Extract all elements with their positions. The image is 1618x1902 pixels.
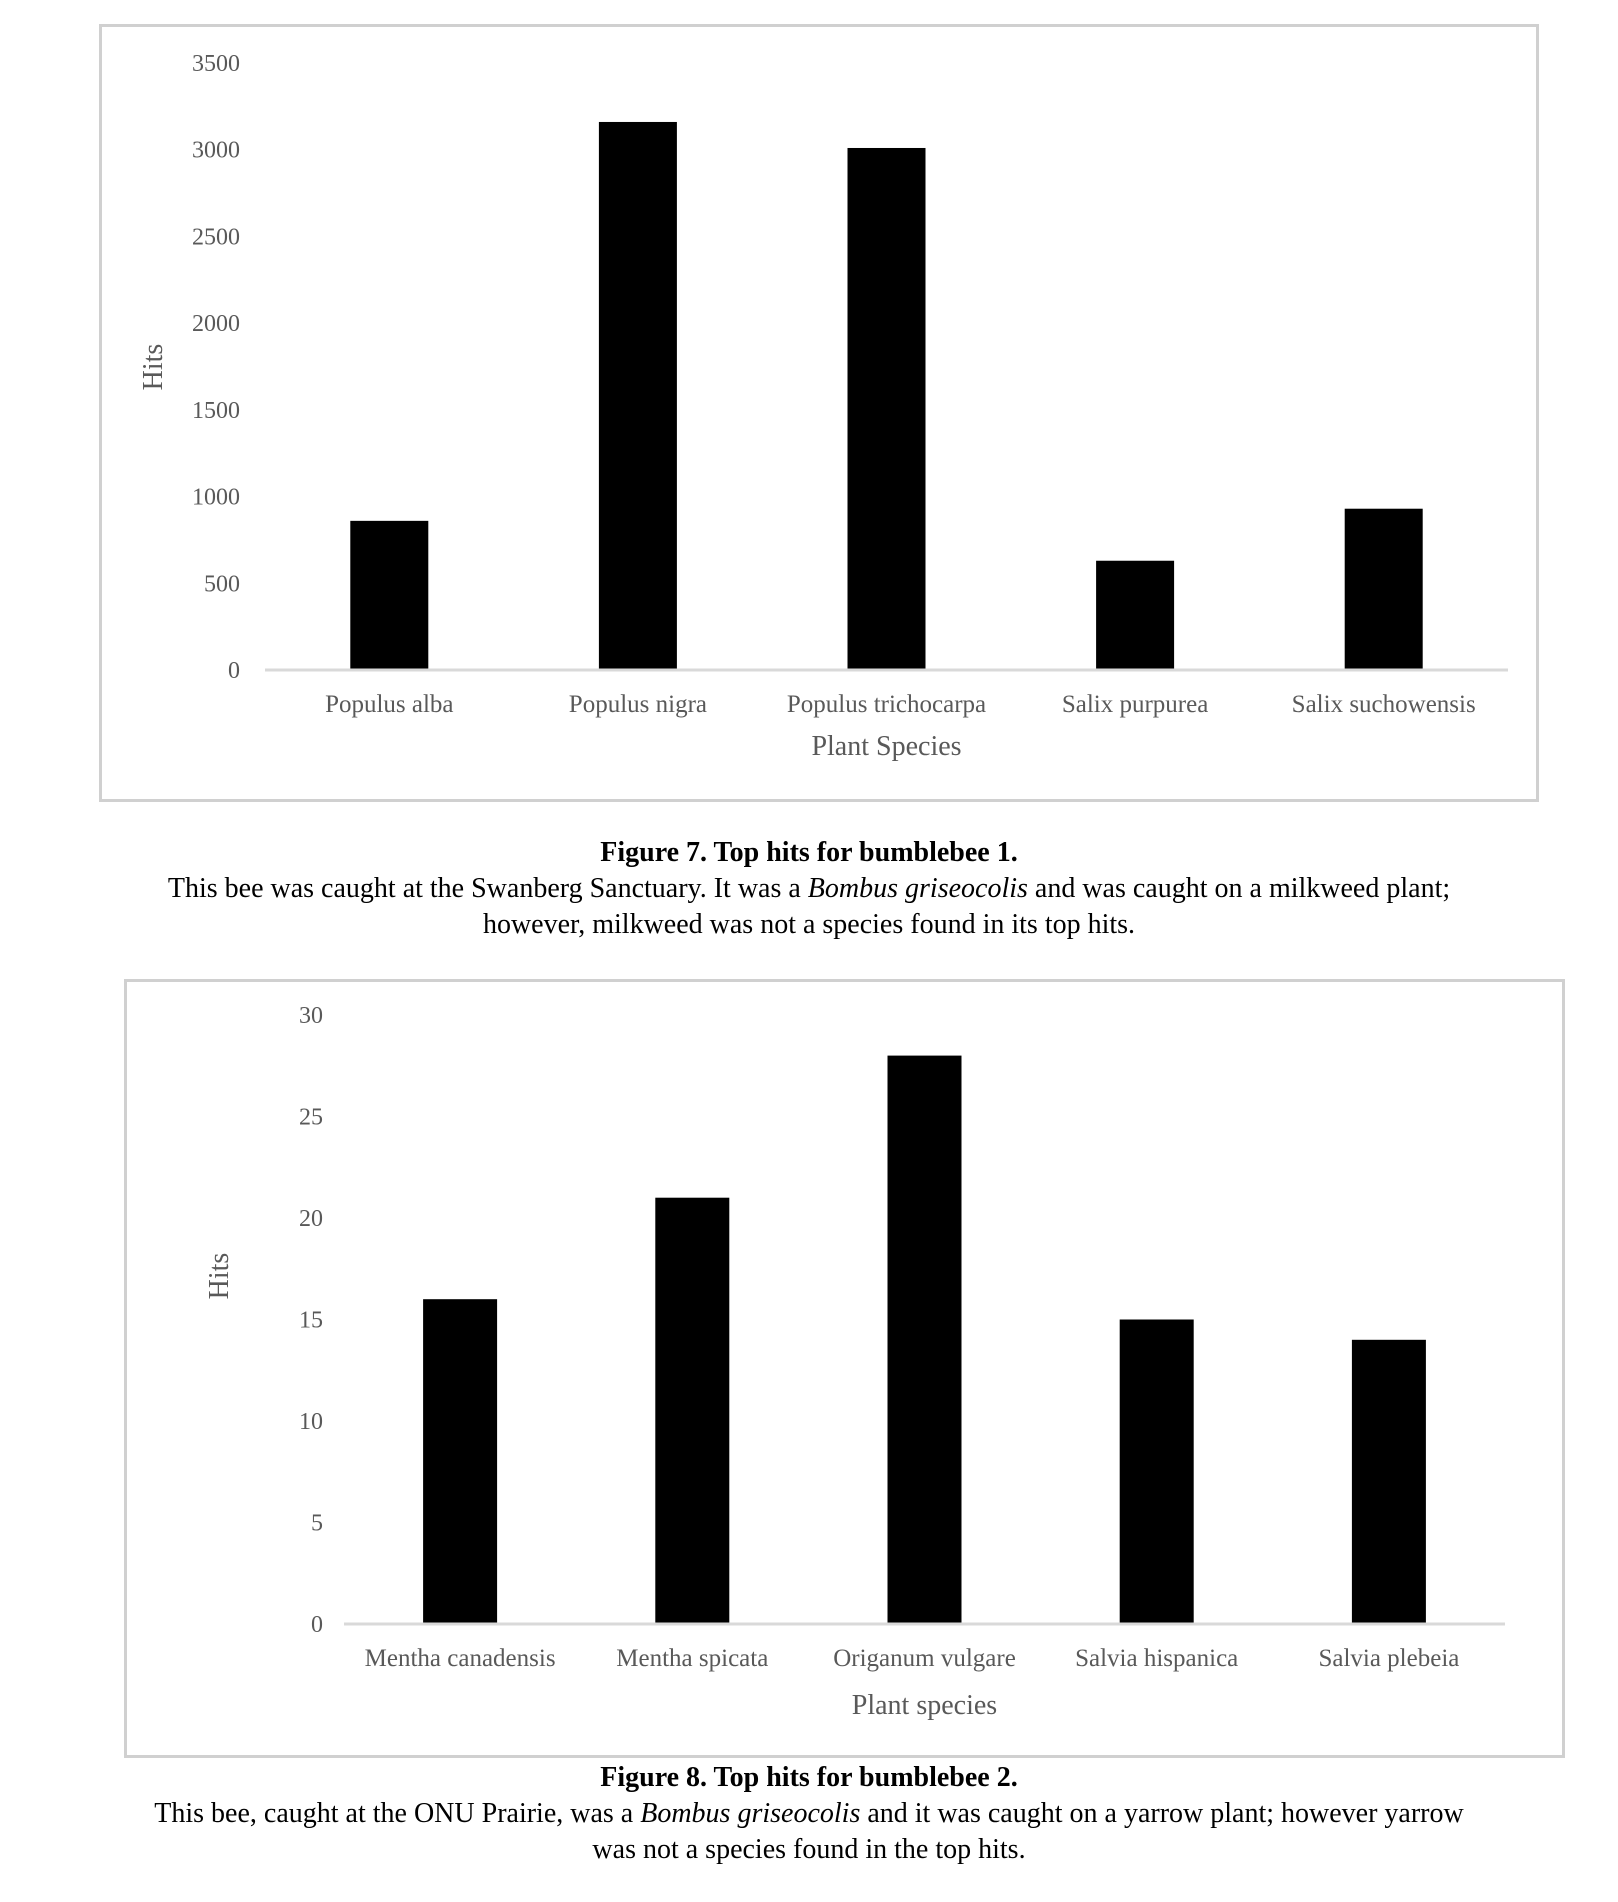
figure-7-title: Figure 7. Top hits for bumblebee 1. xyxy=(600,837,1018,868)
chart-2-bar xyxy=(1120,1320,1194,1625)
figure-7-description-line-1 xyxy=(0,871,1618,907)
chart-1-y-tick-label: 1000 xyxy=(192,484,240,511)
chart-2-bar xyxy=(1352,1340,1426,1624)
figure-8-species: Bombus griseocolis xyxy=(640,1798,861,1829)
chart-2-y-tick-label: 30 xyxy=(299,1003,323,1029)
chart-2-category-label: Salvia hispanica xyxy=(1075,1645,1239,1672)
chart-1-y-tick-label: 500 xyxy=(204,571,240,598)
chart-1-y-tick-label: 2500 xyxy=(192,224,240,251)
chart-1-category-label: Populus alba xyxy=(325,691,454,718)
chart-1-category-label: Populus nigra xyxy=(568,691,708,718)
chart-2-y-tick-label: 10 xyxy=(299,1409,323,1435)
figure-8-text-pre: This bee, caught at the ONU Prairie, was a xyxy=(154,1798,641,1829)
chart-2-category-label: Mentha canadensis xyxy=(364,1645,556,1672)
chart-1-y-tick-label: 3000 xyxy=(192,137,240,164)
chart-2-category-label: Salvia plebeia xyxy=(1318,1645,1460,1672)
chart-1-x-axis-title: Plant Species xyxy=(811,731,962,762)
chart-2-category-label: Mentha spicata xyxy=(616,1645,769,1672)
figure-7-text-pre: This bee was caught at the Swanberg Sanctuary. It was a xyxy=(167,873,808,904)
figure-8-description-line-2: was not a species found in the top hits. xyxy=(592,1834,1026,1865)
chart-2-y-tick-label: 20 xyxy=(299,1206,323,1232)
chart-2-frame xyxy=(124,979,1565,1758)
chart-1-category-label: Populus trichocarpa xyxy=(786,691,987,718)
chart-1-bar xyxy=(350,521,428,670)
figure-7-description-line-2: however, milkweed was not a species found in its top hits. xyxy=(482,909,1136,940)
chart-1-y-axis-title: Hits xyxy=(138,343,169,391)
chart-1-bar xyxy=(848,148,926,670)
chart-2-category-label: Origanum vulgare xyxy=(833,1645,1016,1672)
chart-1-frame xyxy=(99,24,1539,802)
chart-2-bar xyxy=(888,1056,962,1624)
figure-8-description-line-1 xyxy=(0,1796,1618,1832)
figure-8-title: Figure 8. Top hits for bumblebee 2. xyxy=(600,1762,1018,1793)
chart-1-y-tick-label: 3500 xyxy=(192,51,240,77)
chart-1-bar xyxy=(1345,509,1423,670)
chart-1-category-label: Salix suchowensis xyxy=(1291,691,1476,718)
figure-8-text-post: and it was caught on a yarrow plant; however yarrow xyxy=(860,1798,1464,1829)
chart-1-y-tick-label: 0 xyxy=(228,658,240,684)
chart-2-y-tick-label: 5 xyxy=(311,1510,323,1537)
figure-7-species: Bombus griseocolis xyxy=(807,873,1028,904)
chart-2-bar xyxy=(423,1299,497,1624)
chart-1-category-label: Salix purpurea xyxy=(1061,691,1209,718)
chart-2-y-tick-label: 0 xyxy=(311,1612,323,1638)
chart-1-bar xyxy=(1096,561,1174,670)
figure-7-caption xyxy=(0,835,1618,943)
chart-1-bar xyxy=(599,122,677,670)
chart-2-y-axis-title: Hits xyxy=(204,1252,235,1300)
chart-1 xyxy=(102,27,1536,799)
chart-1-y-tick-label: 1500 xyxy=(192,397,240,424)
chart-2-y-tick-label: 15 xyxy=(299,1307,323,1334)
chart-1-y-tick-label: 2000 xyxy=(192,311,240,338)
figure-8-caption xyxy=(0,1760,1618,1868)
chart-2-y-tick-label: 25 xyxy=(299,1104,323,1131)
chart-2-bar xyxy=(655,1198,729,1624)
figure-7-text-post: and was caught on a milkweed plant; xyxy=(1027,873,1451,904)
chart-2-x-axis-title: Plant species xyxy=(851,1690,998,1721)
chart-2 xyxy=(127,982,1562,1755)
